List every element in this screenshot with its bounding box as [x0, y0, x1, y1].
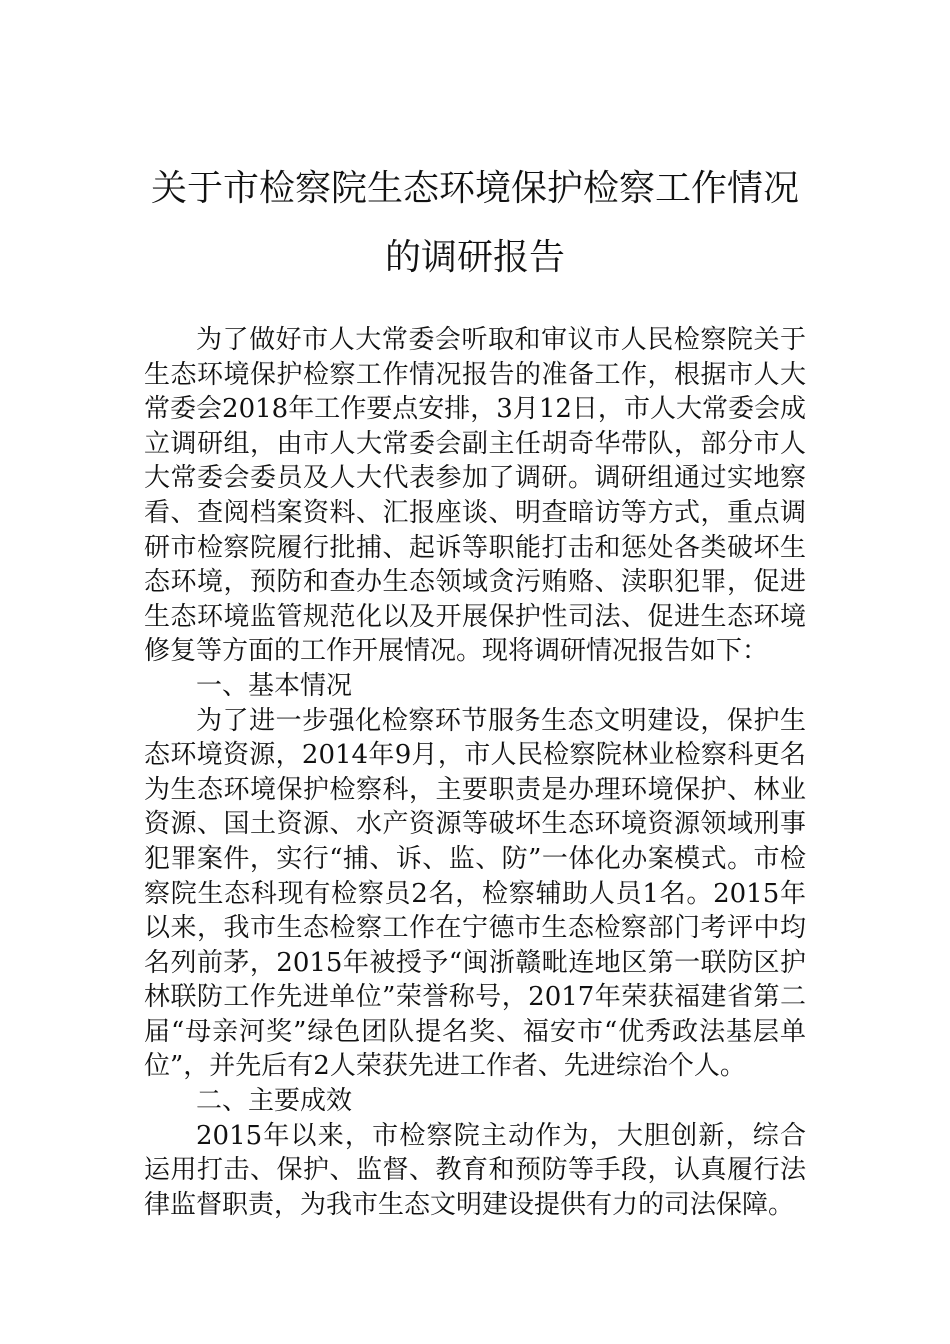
document-title-line-2: 的调研报告 [384, 237, 565, 278]
basic-situation-paragraph: 为了进一步强化检察环节服务生态文明建设，保护生态环境资源，2014年9月，市人民检察院林业检察科更名为生态环境保护检察科，主要职责是办理环境保护、林业资源、国土资源、水产资源等破坏生态环境资源领域刑事犯罪案件，实行“捕、诉、监、防”一体化办案模式。市检察院生态科现有检察员2名，检察辅助人员1名。2015年以来，我市生态检察工作在宁德市生态检察部门考评中均名列前茅，2015年被授予“闽浙赣毗连地区第一联防区护林联防工作先进单位”荣誉称号，2017年荣获福建省第二届“母亲河奖”绿色团队提名奖、福安市“优秀政法基层单位”，并先后有2人荣获先进工作者、先进综治个人。 [144, 705, 806, 1082]
document-title-line-1: 关于市检察院生态环境保护检察工作情况 [150, 168, 799, 209]
main-results-paragraph: 2015年以来，市检察院主动作为，大胆创新，综合运用打击、保护、监督、教育和预防等手段，认真履行法律监督职责，为我市生态文明建设提供有力的司法保障。 [144, 1120, 806, 1220]
section-heading-basic-situation: 一、基本情况 [196, 670, 353, 701]
section-heading-main-results: 二、主要成效 [196, 1086, 353, 1117]
intro-paragraph: 为了做好市人大常委会听取和审议市人民检察院关于生态环境保护检察工作情况报告的准备工作，根据市人大常委会2018年工作要点安排，3月12日，市人大常委会成立调研组，由市人大常委会副主任胡奇华带队，部分市人大常委会委员及人大代表参加了调研。调研组通过实地察看、查阅档案资料、汇报座谈、明查暗访等方式，重点调研市检察院履行批捕、起诉等职能打击和惩处各类破坏生态环境，预防和查办生态领域贪污贿赂、渎职犯罪，促进生态环境监管规范化以及开展保护性司法、促进生态环境修复等方面的工作开展情况。现将调研情况报告如下： [144, 325, 806, 667]
document-body [144, 323, 806, 1222]
